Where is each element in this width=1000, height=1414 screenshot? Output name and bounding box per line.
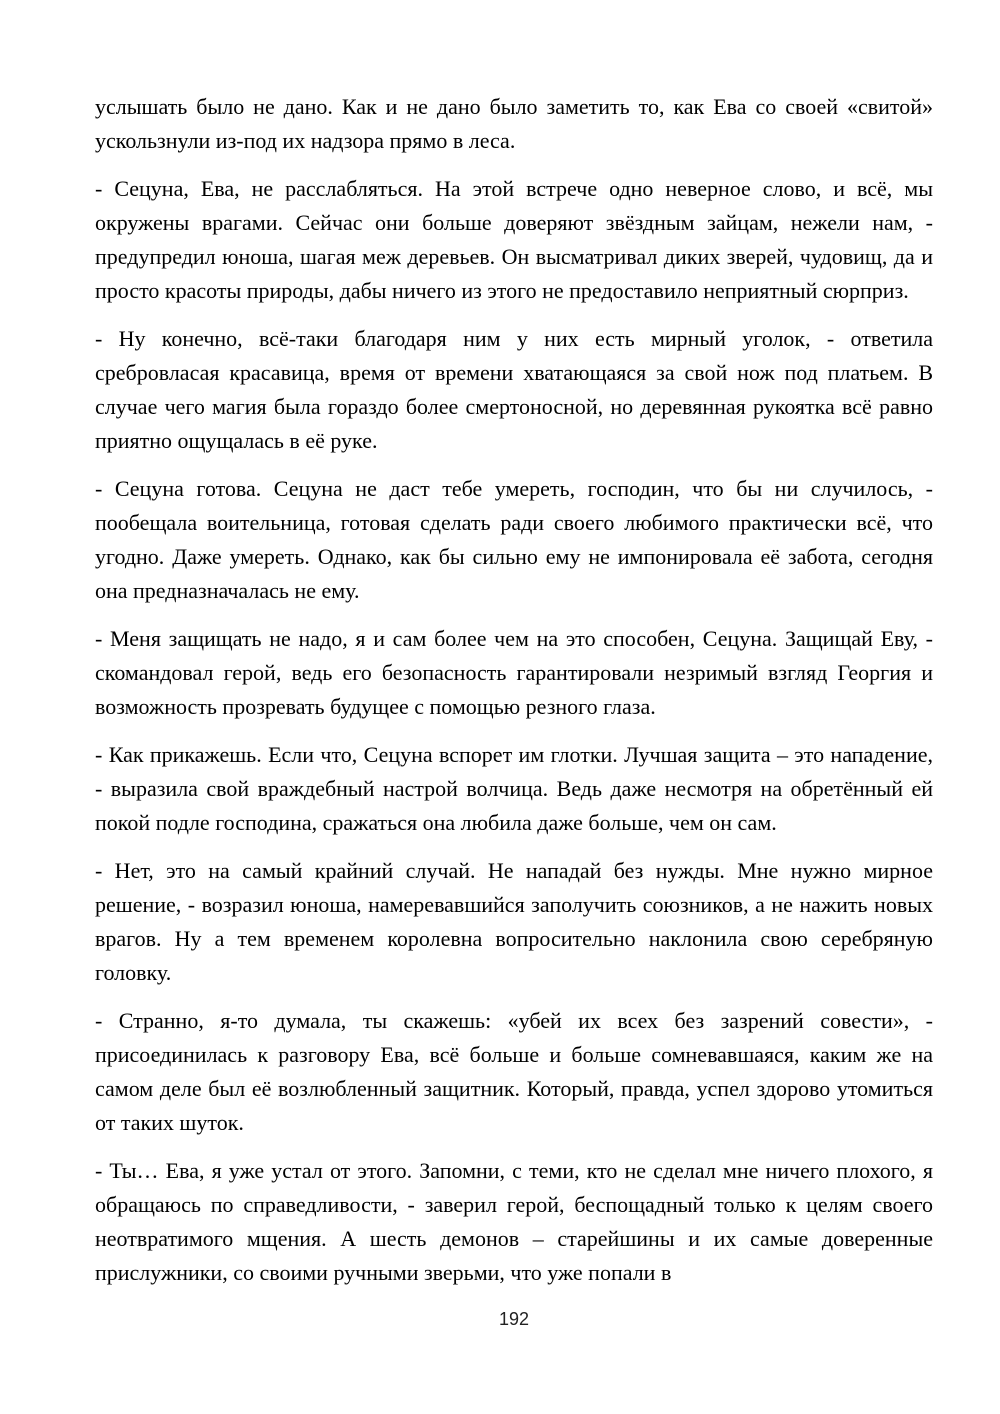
paragraph: - Сецуна, Ева, не расслабляться. На этой встрече одно неверное слово, и всё, мы окружены врагами. Сейчас они больше доверяют звёздным зайцам, нежели нам, - предупредил юноша, шагая меж деревьев. Он высматривал диких зверей, чудовищ, да и просто красоты природы, дабы ничего из этого не предоставило неприятный сюрприз. <box>95 176 933 303</box>
paragraph: - Ну конечно, всё-таки благодаря ним у них есть мирный уголок, - ответила сребровласая красавица, время от времени хватающаяся за свой нож под платьем. В случае чего магия была гораздо более смертоносной, но деревянная рукоятка всё равно приятно ощущалась в её руке. <box>95 326 933 453</box>
paragraph: - Сецуна готова. Сецуна не даст тебе умереть, господин, что бы ни случилось, - пообещала воительница, готовая сделать ради своего любимого практически всё, что угодно. Даже умереть. Однако, как бы сильно ему не импонировала её забота, сегодня она предназначалась не ему. <box>95 476 933 603</box>
paragraph: - Странно, я-то думала, ты скажешь: «убей их всех без зазрений совести», - присоединилась к разговору Ева, всё больше и больше сомневавшаяся, каким же на самом деле был её возлюбленный защитник. Который, правда, успел здорово утомиться от таких шуток. <box>95 1008 933 1135</box>
paragraph: - Как прикажешь. Если что, Сецуна вспорет им глотки. Лучшая защита – это нападение, - выразила свой враждебный настрой волчица. Ведь даже несмотря на обретённый ей покой подле господина, сражаться она любила даже больше, чем он сам. <box>95 742 933 835</box>
page-number: 192 <box>498 1309 530 1329</box>
paragraph: - Ты… Ева, я уже устал от этого. Запомни, с теми, кто не сделал мне ничего плохого, я обращаюсь по справедливости, - заверил герой, беспощадный только к целям своего неотвратимого мщения. А шесть демонов – старейшины и их самые доверенные прислужники, со своими ручными зверьми, что уже попали в <box>95 1158 933 1285</box>
body-text <box>95 90 933 1290</box>
paragraph: - Нет, это на самый крайний случай. Не нападай без нужды. Мне нужно мирное решение, - возразил юноша, намеревавшийся заполучить союзников, а не нажить новых врагов. Ну а тем временем королевна вопросительно наклонила свою серебряную головку. <box>95 858 933 985</box>
paragraph: услышать было не дано. Как и не дано было заметить то, как Ева со своей «свитой» ускользнули из-под их надзора прямо в леса. <box>95 94 933 153</box>
paragraph: - Меня защищать не надо, я и сам более чем на это способен, Сецуна. Защищай Еву, - скомандовал герой, ведь его безопасность гарантировали незримый взгляд Георгия и возможность прозревать будущее с помощью резного глаза. <box>95 626 933 719</box>
